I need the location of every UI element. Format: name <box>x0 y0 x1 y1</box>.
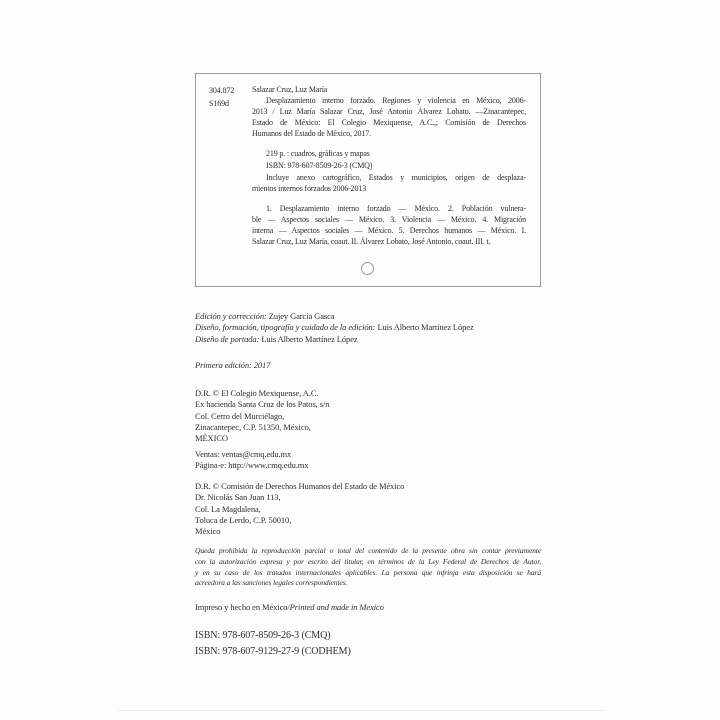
catalog-title-line: Humanos del Estado de México, 2017. <box>252 129 371 138</box>
publisher-codhem-block <box>195 481 404 537</box>
publisher-cmq-block <box>195 388 329 444</box>
credit-line <box>195 334 474 345</box>
credit-label: Edición y corrección: <box>195 311 267 321</box>
credit-line <box>195 322 474 333</box>
isbn-line: ISBN: 978-607-8509-26-3 (CMQ) <box>195 630 331 641</box>
credit-value: Luis Alberto Martínez López <box>377 322 474 333</box>
catalog-subject-line: ble — Aspectos sociales — México. 3. Violencia — México. 4. Migración <box>252 215 526 224</box>
catalog-subject-line: 1. Desplazamiento interno forzado — México. 2. Población vulnera- <box>266 204 526 213</box>
credit-value: Zujey García Gasca <box>268 311 335 321</box>
publisher-line: Col. Cerro del Murciélago, <box>195 410 285 421</box>
catalog-author-line: Salazar Cruz, Luz María <box>252 85 328 94</box>
publisher-line: Dr. Nicolás San Juan 113, <box>195 492 281 503</box>
catalog-physical-description: 219 p. : cuadros, gráficas y mapas <box>266 149 370 158</box>
publisher-line: Zinacantepec, C.P. 51350, México, <box>195 421 311 432</box>
cip-catalog-box <box>195 73 541 287</box>
publisher-line: D.R. © Comisión de Derechos Humanos del Estado de México <box>195 481 405 491</box>
publisher-line: México <box>195 526 221 537</box>
printed-note-roman: Impreso y hecho en México/ <box>195 602 290 612</box>
call-number <box>209 84 234 110</box>
credit-line <box>195 311 474 322</box>
credit-value: Luis Alberto Martínez López <box>261 333 358 344</box>
call-number-line: S169d <box>209 99 229 108</box>
credits-block <box>195 311 474 345</box>
legal-notice-line: y en su caso de los tratados internacionales aplicables. La persona que infrinja esta disposición se hará <box>195 567 541 577</box>
publisher-line: MÉXICO <box>195 433 228 444</box>
isbn-line: ISBN: 978-607-9129-27-9 (CODHEM) <box>195 645 351 657</box>
contact-website-line: Página-e: http://www.cmq.edu.mx <box>195 460 309 471</box>
publisher-line: Col. La Magdalena, <box>195 503 261 514</box>
page-edge-line <box>118 710 606 711</box>
edition-note: Primera edición: 2017 <box>195 360 271 370</box>
legal-notice-line: Queda prohibida la reproducción parcial o total del contenido de la presente obra sin contar previamente <box>195 546 541 555</box>
legal-notice <box>195 546 541 589</box>
catalog-isbn-line: ISBN: 978-607-8509-26-3 (CMQ) <box>266 161 373 170</box>
catalog-title-line: Estado de México: El Colegio Mexiquense, A.C.,; Comisión de Derechos <box>252 118 526 127</box>
printed-note <box>195 602 384 613</box>
catalog-subject-line: interna — Aspectos sociales — México. 5. Derechos humanos — México. I. <box>252 226 526 235</box>
catalog-note-line: Incluye anexo cartográfico, Estados y municipios, origen de desplaza- <box>266 173 526 182</box>
publisher-line: D.R. © El Colegio Mexiquense, A.C. <box>195 388 319 398</box>
circle-ornament <box>361 262 374 275</box>
catalog-note-line: mientos internos forzados 2006-2013 <box>252 184 367 193</box>
publisher-line: Ex hacienda Santa Cruz de los Patos, s/n <box>195 399 330 410</box>
legal-notice-line: acreedora a las sanciones legales correspondientes. <box>195 578 348 588</box>
printed-note-italic: Printed and made in Mexico <box>289 602 384 612</box>
contact-sales-line: Ventas: ventas@cmq.edu.mx <box>195 449 292 459</box>
contact-block <box>195 449 308 472</box>
credit-label: Diseño de portada: <box>195 333 260 344</box>
catalog-entry <box>252 84 526 247</box>
publisher-line: Toluca de Lerdo, C.P. 50010, <box>195 514 292 525</box>
credit-label: Diseño, formación, tipografía y cuidado de la edición: <box>195 322 376 333</box>
catalog-subject-line: Salazar Cruz, Luz María, coaut. II. Álvarez Lobato, José Antonio, coaut. III. t. <box>252 237 491 246</box>
call-number-line: 304.872 <box>209 86 235 95</box>
catalog-title-line: 2013 / Luz María Salazar Cruz, José Antonio Álvarez Lobato. —Zinacantepec, <box>252 107 526 116</box>
legal-notice-line: con la autorización expresa y por escrito del titular, en términos de la Ley Federal de Derechos de Autor, <box>195 556 541 566</box>
isbn-block <box>195 628 351 659</box>
catalog-title-line: Desplazamiento interno forzado. Regiones y violencia en México, 2006- <box>266 96 526 105</box>
